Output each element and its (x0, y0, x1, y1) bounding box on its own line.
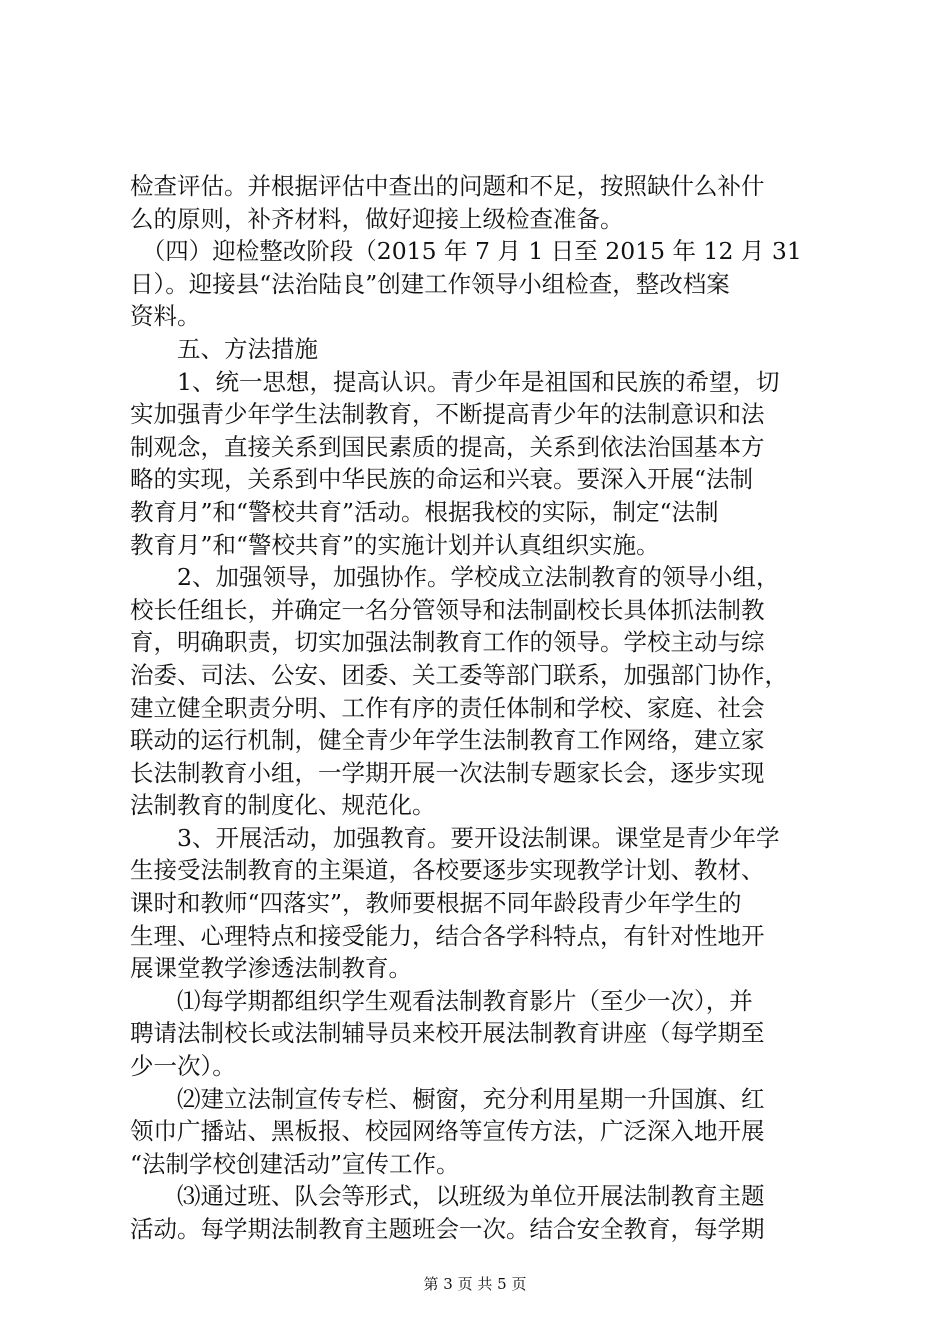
text-line: 略的实现，关系到中华民族的命运和兴衰。要深入开展“法制 (130, 465, 754, 494)
section-heading: 五、方法措施 (130, 334, 318, 363)
document-body (130, 170, 830, 1246)
text-line: 育，明确职责，切实加强法制教育工作的领导。学校主动与综 (130, 628, 765, 657)
text-line: 么的原则，补齐材料，做好迎接上级检查准备。 (130, 204, 624, 233)
page-number-footer: 第 3 页 共 5 页 (423, 1275, 527, 1293)
text-line: 联动的运行机制，健全青少年学生法制教育工作网络，建立家 (130, 726, 765, 755)
text-line: 2、加强领导，加强协作。学校成立法制教育的领导小组， (130, 563, 780, 592)
text-line: 生接受法制教育的主渠道，各校要逐步实现教学计划、教材、 (130, 856, 765, 885)
text-line: 校长任组长，并确定一名分管领导和法制副校长具体抓法制教 (130, 595, 765, 624)
text-line: 聘请法制校长或法制辅导员来校开展法制教育讲座（每学期至 (130, 1019, 765, 1048)
text-line: 日）。迎接县“法治陆良”创建工作领导小组检查，整改档案 (130, 269, 730, 298)
text-line: 教育月”和“警校共育”的实施计划并认真组织实施。 (130, 530, 660, 559)
text-line: 展课堂教学渗透法制教育。 (130, 954, 412, 983)
text-line: 检查评估。并根据评估中查出的问题和不足，按照缺什么补什 (130, 172, 765, 200)
text-line: 3、开展活动，加强教育。要开设法制课。课堂是青少年学 (130, 823, 780, 852)
text-line: ⑴每学期都组织学生观看法制教育影片（至少一次），并 (130, 986, 753, 1015)
text-line: 建立健全职责分明、工作有序的责任体制和学校、家庭、社会 (130, 693, 765, 722)
text-line: ⑶通过班、队会等形式，以班级为单位开展法制教育主题 (130, 1182, 765, 1211)
text-line: 法制教育的制度化、规范化。 (130, 791, 436, 820)
text-line: 制观念，直接关系到国民素质的提高，关系到依法治国基本方 (130, 432, 765, 461)
text-line: ⑵建立法制宣传专栏、橱窗，充分利用星期一升国旗、红 (130, 1084, 765, 1113)
text-line: 活动。每学期法制教育主题班会一次。结合安全教育，每学期 (130, 1215, 765, 1243)
text-line: 生理、心理特点和接受能力，结合各学科特点，有针对性地开 (130, 921, 765, 950)
text-line: 1、统一思想，提高认识。青少年是祖国和民族的希望，切 (130, 367, 780, 396)
text-line: 治委、司法、公安、团委、关工委等部门联系，加强部门协作， (130, 660, 788, 689)
text-line: “法制学校创建活动”宣传工作。 (130, 1149, 460, 1178)
text-line: 少一次）。 (130, 1052, 236, 1081)
text-line: 课时和教师“四落实”，教师要根据不同年龄段青少年学生的 (130, 889, 742, 918)
text-line: 教育月”和“警校共育”活动。根据我校的实际，制定“法制 (130, 497, 719, 526)
text-line: 领巾广播站、黑板报、校园网络等宣传方法，广泛深入地开展 (130, 1117, 765, 1146)
text-line: 实加强青少年学生法制教育，不断提高青少年的法制意识和法 (130, 400, 765, 429)
text-line: （四）迎检整改阶段（2015 年 7 月 1 日至 2015 年 12 月 31 (130, 237, 802, 266)
text-line: 资料。 (130, 302, 201, 331)
text-line: 长法制教育小组，一学期开展一次法制专题家长会，逐步实现 (130, 758, 765, 787)
